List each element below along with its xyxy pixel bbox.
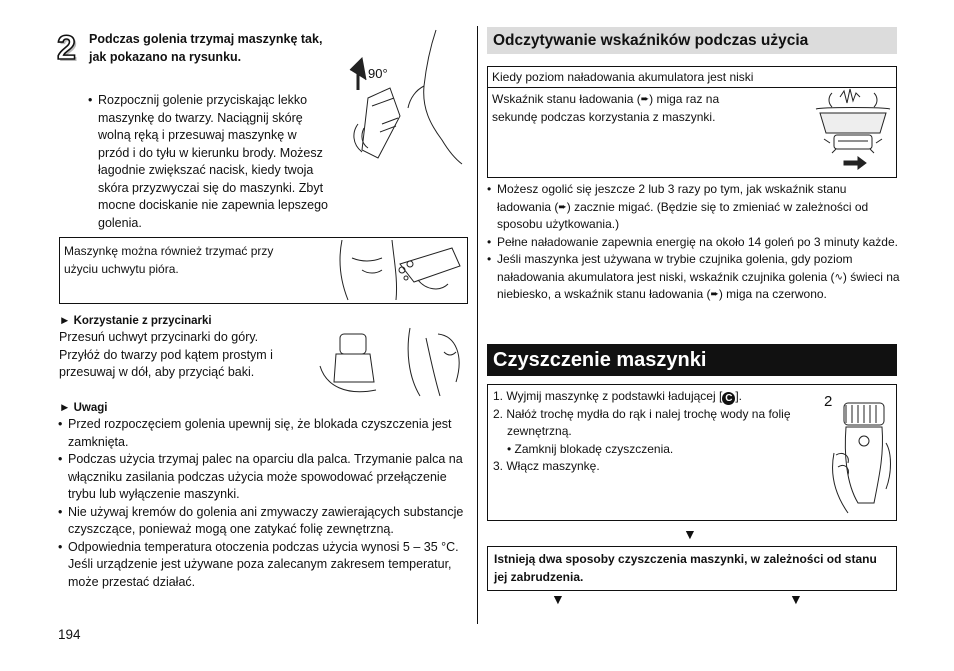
plug-arrow-icon: ➨ (710, 289, 719, 300)
cleaning-step-text: ]. (735, 389, 742, 403)
trimmer-line: Przyłóż do twarzy pod kątem prostym i (59, 347, 273, 362)
page-number: 194 (58, 627, 81, 642)
two-ways-box (487, 546, 897, 591)
indicator-text: Pełne naładowanie zapewnia energię na około 14 goleń po 3 minuty każde. (497, 234, 898, 249)
low-battery-text (492, 91, 762, 126)
trimmer-heading: ► Korzystanie z przycinarki (59, 315, 212, 327)
plug-arrow-icon: ➨ (558, 201, 567, 213)
cleaning-step: 2. Nałóż trochę mydła do rąk i nalej trochę wody na folię zewnętrzną. (493, 406, 791, 438)
wave-sensor-icon: ∿ (834, 271, 843, 283)
shaving-illustration (338, 28, 468, 168)
note-item: • Przed rozpoczęciem golenia upewnij się, że blokada czyszczenia jest zamknięta. (58, 416, 470, 451)
plug-arrow-icon: ➨ (640, 94, 650, 105)
cleaning-substep: • Zamknij blokadę czyszczenia. (507, 441, 674, 456)
indicator-section-heading: Odczytywanie wskaźników podczas użycia (487, 27, 897, 54)
trimmer-illustration (316, 326, 466, 398)
trimmer-text (59, 329, 309, 382)
cleaning-step (493, 388, 798, 406)
low-battery-text-part: ) miga raz na sekundę podczas korzystania z maszynki. (492, 92, 720, 124)
cleaning-step: 3. Włącz maszynkę. (493, 459, 600, 473)
step-bullet: • Rozpocznij golenie przyciskając lekko maszynkę do twarzy. Naciągnij skórę wolną ręką i przesuwaj maszynkę w przód i do tyłu w kierunku brody. Możesz łagodnie zwiększać nacisk, kiedy twoja skóra przyzwyczai się do maszynki. Zbyt mocne dociskanie nie zapewnia lepszego golenia. (88, 92, 328, 232)
indicator-text: ) świeci na niebiesko, a wskaźnik stanu ładowania ( (497, 269, 900, 301)
column-divider (477, 26, 478, 624)
cleaning-step-text: 1. Wyjmij maszynkę z podstawki ładującej [ (493, 389, 723, 403)
indicator-text: Jeśli maszynka jest używana w trybie czujnika golenia, gdy poziom naładowania akumulatora jest niski, wskaźnik czujnika golenia ( (497, 252, 853, 284)
badge-c-icon: C (722, 392, 735, 405)
down-arrow-right: ▼ (789, 591, 803, 607)
indicator-bullet (487, 251, 903, 304)
low-battery-box (487, 66, 897, 178)
note-item: • Odpowiednia temperatura otoczenia podczas użycia wynosi 5 – 35 °C. Jeśli urządzenie jest używane poza zalecanym zakresem temperatur, może przestać działać. (58, 539, 470, 592)
indicator-bullets (487, 181, 903, 304)
step-number: 2 (57, 29, 76, 67)
figure-number: 2 (824, 393, 833, 410)
shaver-indicator-illustration (814, 87, 894, 175)
soap-shaver-illustration (828, 393, 896, 519)
low-battery-text-part: Wskaźnik stanu ładowania ( (492, 92, 641, 106)
cleaning-steps (493, 388, 798, 476)
two-ways-text: Istnieją dwa sposoby czyszczenia maszynki, w zależności od stanu jej zabrudzenia. (494, 552, 877, 584)
notes-heading: ► Uwagi (59, 402, 108, 414)
cleaning-steps-box (487, 384, 897, 521)
note-item: • Podczas użycia trzymaj palec na oparciu dla palca. Trzymanie palca na włączniku zasilania podczas użycia może spowodować przełączenie trybu lub wyłączenie maszynki. (58, 451, 470, 504)
angle-label: 90° (368, 66, 388, 81)
cleaning-heading: Czyszczenie maszynki (487, 344, 897, 376)
down-arrow-left: ▼ (551, 591, 565, 607)
pen-grip-illustration (322, 240, 468, 302)
pen-grip-box (59, 237, 468, 304)
step-bullets (88, 92, 328, 232)
pen-grip-text: Maszynkę można również trzymać przy użyciu uchwytu pióra. (64, 244, 274, 276)
trimmer-line: przesuwaj w dół, aby przyciąć baki. (59, 365, 255, 379)
down-arrow: ▼ (683, 526, 697, 542)
low-battery-title: Kiedy poziom naładowania akumulatora jest niski (492, 70, 754, 84)
indicator-text: Możesz ogolić się jeszcze 2 lub 3 razy po tym, jak wskaźnik stanu ładowania ( (497, 182, 847, 214)
notes-list (58, 416, 470, 591)
trimmer-line: Przesuń uchwyt przycinarki do góry. (59, 330, 259, 344)
indicator-text: ) miga na czerwono. (718, 287, 827, 301)
step-heading: Podczas golenia trzymaj maszynkę tak, jak pokazano na rysunku. (89, 32, 323, 64)
indicator-bullet (487, 181, 903, 234)
indicator-bullet (487, 234, 903, 252)
indicator-text: ) zacznie migać. (Będzie się to zmieniać w zależności od sposobu użytkowania.) (497, 199, 869, 231)
note-item: • Nie używaj kremów do golenia ani zmywaczy zawierających substancje czyszczące, ponieważ mogą one zatykać folię zewnętrzną. (58, 504, 470, 539)
